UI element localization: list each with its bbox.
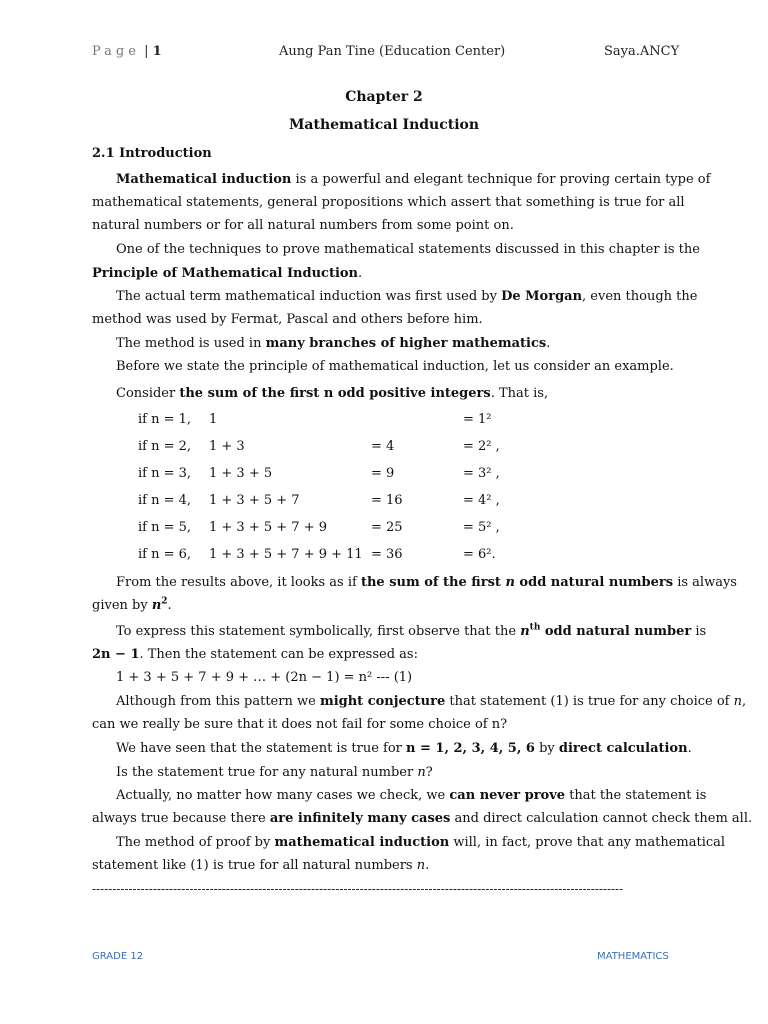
para2-line1: One of the techniques to prove mathematical statements discussed in this chapter is the <box>116 242 700 257</box>
table-cell-eq: = 16 <box>371 493 403 508</box>
math-var: n <box>520 624 530 639</box>
section-divider: ----------------------------------------------------------------------------------------------------------------------------------- <box>92 882 624 896</box>
para13-line1 <box>116 834 726 852</box>
table-cell-eq: = 25 <box>371 520 403 535</box>
math-var: n <box>151 598 162 613</box>
text: statement like (1) is true for all natural numbers <box>92 858 417 873</box>
table-cell-cond: if n = 1, <box>138 412 192 427</box>
bold-term: direct calculation <box>558 741 688 756</box>
para2-line2 <box>92 265 362 283</box>
text: Consider <box>116 386 180 401</box>
para1-line1 <box>116 171 711 189</box>
table-cell-cond: if n = 3, <box>138 466 192 481</box>
para8-line2 <box>92 646 418 664</box>
para5: Before we state the principle of mathematical induction, let us consider an example. <box>116 359 674 374</box>
table-cell-sq: = 3² , <box>463 466 500 481</box>
text: and direct calculation cannot check them all. <box>450 811 753 826</box>
page-number: 1 <box>152 44 162 59</box>
text: . That is, <box>490 386 549 401</box>
para11 <box>116 764 433 782</box>
table-cell-sq: = 5² , <box>463 520 500 535</box>
text: that the statement is <box>565 788 707 803</box>
text: , even though the <box>582 289 698 304</box>
chapter-title: Mathematical Induction <box>288 117 480 133</box>
sum-equation: 1 + 3 + 5 + 7 + 9 + … + (2n − 1) = n² --- (1) <box>116 670 413 685</box>
bold-term: many branches of higher mathematics <box>265 336 547 351</box>
page-separator: | <box>144 44 149 59</box>
header-author: Saya.ANCY <box>604 44 680 59</box>
text: . <box>358 266 363 281</box>
bold-term: Principle of Mathematical Induction <box>92 266 359 281</box>
text: To express this statement symbolically, first observe that the <box>116 624 521 639</box>
text: The actual term mathematical induction was first used by <box>116 289 502 304</box>
text: , <box>742 694 747 709</box>
text: Although from this pattern we <box>116 694 320 709</box>
table-cell-expr: 1 + 3 + 5 <box>209 466 273 481</box>
table-cell-cond: if n = 2, <box>138 439 192 454</box>
para7-line1 <box>116 574 737 592</box>
para8-line1 <box>116 622 707 641</box>
superscript: th <box>529 622 541 633</box>
para7-line2 <box>92 597 172 615</box>
table-cell-sq: = 6². <box>463 547 496 562</box>
table-cell-eq: = 9 <box>371 466 395 481</box>
page-word: Page <box>92 44 140 59</box>
text: is always <box>673 575 737 590</box>
table-cell-expr: 1 + 3 + 5 + 7 + 9 <box>209 520 327 535</box>
table-cell-cond: if n = 4, <box>138 493 192 508</box>
table-cell-sq: = 1² <box>463 412 492 427</box>
para4 <box>116 335 550 353</box>
text: . <box>167 598 172 613</box>
bold-term: Mathematical induction <box>116 172 292 187</box>
table-cell-eq: = 36 <box>371 547 403 562</box>
math-var: n <box>733 694 742 709</box>
para3-line2: method was used by Fermat, Pascal and others before him. <box>92 312 483 327</box>
table-cell-sq: = 2² , <box>463 439 500 454</box>
footer-grade: GRADE 12 <box>92 951 144 962</box>
text: will, in fact, prove that any mathematical <box>449 835 726 850</box>
bold-term: mathematical induction <box>274 835 450 850</box>
para10 <box>116 740 692 758</box>
header-center-text: Aung Pan Tine (Education Center) <box>279 44 506 59</box>
para9-line2: can we really be sure that it does not fail for some choice of n? <box>92 717 508 732</box>
chapter-heading: Chapter 2 <box>345 89 423 105</box>
math-var: n <box>416 858 426 873</box>
para6 <box>116 385 548 403</box>
bold-term: n = 1, 2, 3, 4, 5, 6 <box>406 741 535 756</box>
bold-term: odd natural numbers <box>514 575 674 590</box>
bold-term: are infinitely many cases <box>269 811 451 826</box>
section-heading: 2.1 Introduction <box>92 146 212 161</box>
bold-term: the sum of the first <box>360 575 506 590</box>
math-var: n <box>417 765 426 780</box>
text: The method of proof by <box>116 835 275 850</box>
text: . Then the statement can be expressed as: <box>139 647 418 662</box>
para12-line2 <box>92 810 753 828</box>
text: The method is used in <box>116 336 266 351</box>
para13-line2 <box>92 857 429 875</box>
bold-term: the sum of the first n odd positive integers <box>179 386 491 401</box>
math-var: n <box>505 575 515 590</box>
table-cell-expr: 1 <box>209 412 218 427</box>
table-cell-eq: = 4 <box>371 439 395 454</box>
text: that statement (1) is true for any choice of <box>445 694 734 709</box>
text: We have seen that the statement is true for <box>116 741 407 756</box>
para1-line3: natural numbers or for all natural numbers from some point on. <box>92 218 514 233</box>
text: From the results above, it looks as if <box>116 575 361 590</box>
text: . <box>546 336 551 351</box>
bold-term: might conjecture <box>319 694 446 709</box>
text: given by <box>92 598 152 613</box>
table-cell-sq: = 4² , <box>463 493 500 508</box>
table-cell-expr: 1 + 3 + 5 + 7 + 9 + 11 <box>209 547 363 562</box>
bold-term: odd natural number <box>540 624 692 639</box>
footer-subject: MATHEMATICS <box>597 951 669 962</box>
para9-line1 <box>116 693 747 711</box>
bold-term: 2n − 1 <box>92 647 140 662</box>
para3-line1 <box>116 288 698 306</box>
bold-term: De Morgan <box>501 289 583 304</box>
table-cell-cond: if n = 6, <box>138 547 192 562</box>
text: . <box>687 741 692 756</box>
table-cell-expr: 1 + 3 <box>209 439 245 454</box>
text: ? <box>425 765 433 780</box>
text: Is the statement true for any natural number <box>116 765 418 780</box>
text: is a powerful and elegant technique for proving certain type of <box>291 172 711 187</box>
text: by <box>534 741 559 756</box>
table-cell-expr: 1 + 3 + 5 + 7 <box>209 493 300 508</box>
para12-line1 <box>116 787 707 805</box>
table-cell-cond: if n = 5, <box>138 520 192 535</box>
bold-term: can never prove <box>449 788 566 803</box>
para1-line2: mathematical statements, general propositions which assert that something is true for all <box>92 195 685 210</box>
superscript: 2 <box>161 596 168 607</box>
text: always true because there <box>92 811 270 826</box>
text: . <box>425 858 430 873</box>
text: Actually, no matter how many cases we check, we <box>116 788 450 803</box>
page-number-label <box>92 44 162 59</box>
text: is <box>691 624 707 639</box>
